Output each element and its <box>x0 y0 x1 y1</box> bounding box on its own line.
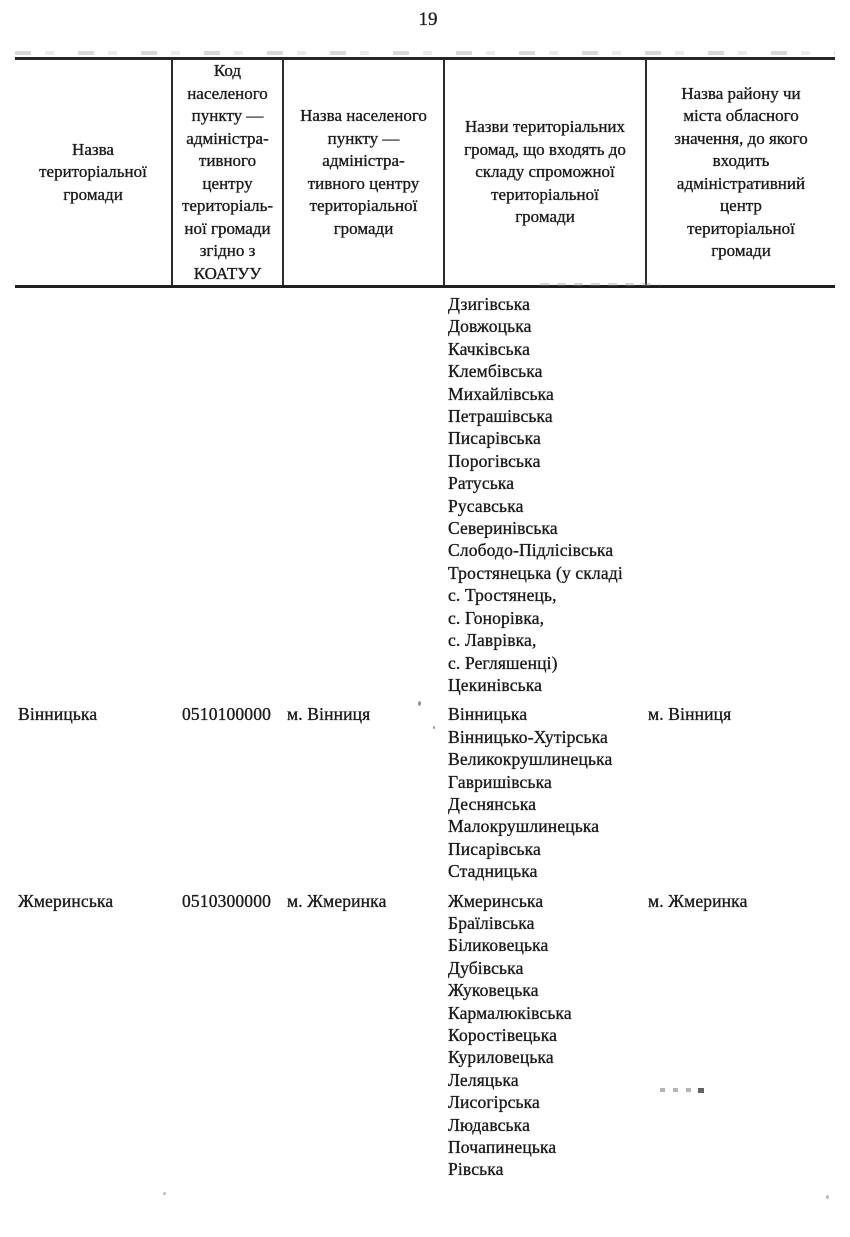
text-line: Деснянська <box>448 793 537 814</box>
text-line: пункту — <box>191 106 264 125</box>
text-line: Назва <box>72 139 114 159</box>
text-line: Дубівська <box>448 957 524 978</box>
text-line: тивного центру <box>307 173 420 193</box>
text-line: Леляцька <box>448 1069 519 1090</box>
text-line: громади <box>711 241 771 260</box>
text-line: тивного <box>198 151 257 170</box>
text-line: Людавська <box>448 1114 530 1135</box>
cell-community-name: Жмеринська <box>18 890 114 911</box>
cell-koatuu-code: 0510100000 <box>182 704 271 725</box>
text-line: с. Регляшенці) <box>448 652 558 673</box>
text-line: Коростівецька <box>448 1025 557 1045</box>
text-line: територіаль- <box>181 196 274 215</box>
text-line: Біликовецька <box>448 935 549 956</box>
text-line: Стадницька <box>448 861 538 882</box>
communities-table <box>15 57 835 1181</box>
text-line: територіальної <box>491 184 599 204</box>
scan-speck <box>433 726 435 729</box>
text-line: Тростянецька (у складі <box>448 562 623 583</box>
cell-member-communities <box>443 890 645 1181</box>
text-line: громад, що входять до <box>464 139 626 159</box>
cell-admin-center: м. Жмеринка <box>287 890 387 911</box>
cell-district <box>645 293 835 696</box>
text-line: Михайлівська <box>448 383 554 404</box>
text-line: Назва району чи <box>681 83 801 103</box>
text-line: Петрашівська <box>448 406 553 427</box>
column-header-community-name <box>15 60 171 285</box>
text-line: населеного <box>187 83 268 103</box>
text-line: Малокрушлинецька <box>448 816 600 837</box>
text-line: Почапинецька <box>448 1137 557 1158</box>
cell-community-name <box>15 293 171 696</box>
cell-koatuu-code <box>171 293 282 696</box>
page-number: 19 <box>418 9 438 30</box>
cell-member-communities <box>443 293 645 696</box>
text-line: центру <box>202 173 253 193</box>
text-line: Порогівська <box>448 450 541 471</box>
text-line: Назви територіальних <box>464 117 626 137</box>
text-line: Вінницька <box>448 704 528 725</box>
text-line: Кармалюківська <box>448 1002 572 1023</box>
text-line: Качківська <box>448 338 531 359</box>
text-line: міста обласного <box>683 106 799 125</box>
text-line: громади <box>515 207 575 227</box>
text-line: адміністра- <box>186 128 269 148</box>
text-line: Лисогірська <box>448 1092 540 1113</box>
text-line: Жуковецька <box>448 980 539 1001</box>
text-line: Гавришівська <box>448 771 552 792</box>
text-line: Куриловецька <box>448 1047 554 1068</box>
cell-community-name: Вінницька <box>18 704 98 725</box>
text-line: Цекинівська <box>448 674 543 695</box>
text-line: адміністративний <box>676 173 806 193</box>
text-line: центр <box>720 196 762 215</box>
cell-district: м. Вінниця <box>648 704 732 725</box>
scan-artifact-dashes <box>660 1088 698 1092</box>
text-line: пункту — <box>327 128 400 148</box>
column-header-settlement-name <box>282 60 443 285</box>
text-line: громади <box>63 184 123 204</box>
table-row-vinnytska <box>15 703 835 882</box>
text-line: складу спроможної <box>475 162 615 182</box>
cell-admin-center: м. Вінниця <box>287 704 371 725</box>
text-line: с. Тростянець, <box>448 585 557 606</box>
column-header-member-communities <box>443 60 645 285</box>
text-line: значення, до якого <box>674 128 808 148</box>
text-line: територіальної <box>309 196 418 215</box>
cell-admin-center <box>282 293 443 696</box>
text-line: Код <box>213 61 242 80</box>
text-line: Северинівська <box>448 518 558 539</box>
scan-speck <box>418 701 421 706</box>
text-line: Довжоцька <box>448 316 532 337</box>
text-line: Жмеринська <box>448 890 544 911</box>
text-line: Слободо-Підлісівська <box>448 540 614 561</box>
text-line: територіальної <box>39 162 147 182</box>
text-line: КОАТУУ <box>193 263 262 283</box>
text-line: с. Лаврівка, <box>448 630 537 651</box>
column-header-koatuu-code <box>171 60 282 285</box>
text-line: входить <box>712 151 770 170</box>
table-row-zhmerynska <box>15 890 835 1181</box>
text-line: адміністра- <box>322 151 405 170</box>
text-line: с. Гонорівка, <box>448 607 545 628</box>
text-line: згідно з <box>199 241 256 260</box>
cell-district: м. Жмеринка <box>648 890 748 911</box>
text-line: Писарівська <box>448 838 541 859</box>
scan-artifact-top-border <box>15 51 835 55</box>
text-line: Браїлівська <box>448 912 535 933</box>
cell-koatuu-code: 0510300000 <box>182 890 271 911</box>
scan-speck <box>163 1192 166 1195</box>
scan-speck <box>826 1195 829 1199</box>
table-header-row <box>15 57 835 288</box>
text-line: територіальної <box>687 218 795 238</box>
table-row-continuation <box>15 293 835 696</box>
text-line: Русавська <box>448 495 524 516</box>
text-line: ної громади <box>184 218 271 238</box>
text-line: Писарівська <box>448 428 541 449</box>
scan-artifact-header-border <box>540 283 660 286</box>
text-line: Вінницько-Хутірська <box>448 726 608 747</box>
text-line: Дзигівська <box>448 294 531 314</box>
text-line: Назва населеного <box>300 106 427 125</box>
text-line: Рівська <box>448 1159 504 1180</box>
text-line: Великокрушлинецька <box>448 749 613 770</box>
text-line: Клембівська <box>448 361 543 382</box>
text-line: Ратуська <box>448 473 515 494</box>
column-header-district-name <box>645 60 835 285</box>
text-line: громади <box>333 218 394 238</box>
cell-member-communities <box>443 703 645 882</box>
